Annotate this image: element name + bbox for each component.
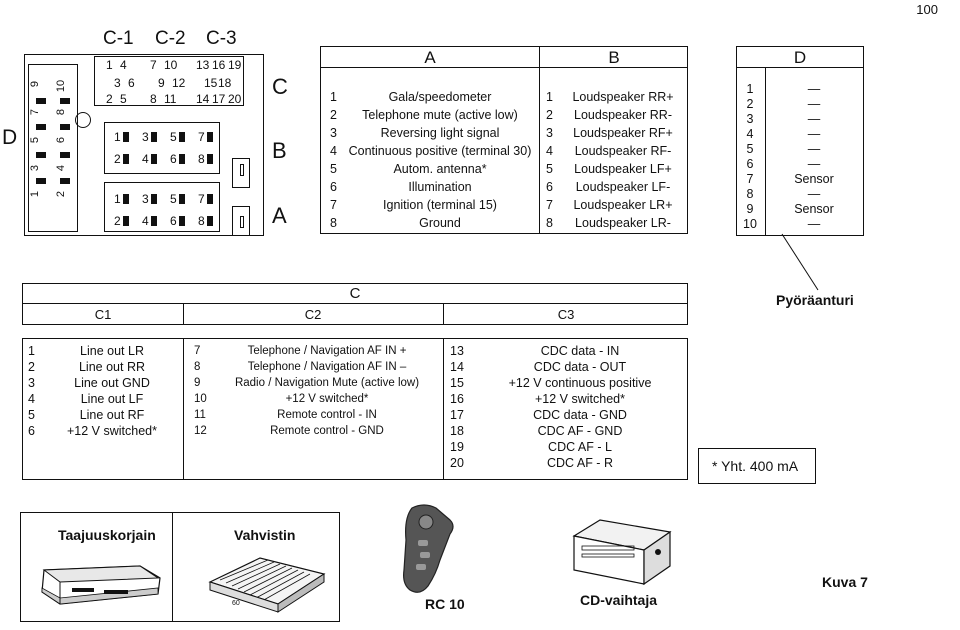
table-a-label: Telephone mute (active low) [362, 108, 518, 122]
table-d-value: — [807, 82, 821, 96]
pin-label: 18 [218, 76, 232, 90]
table-b-label: Loudspeaker LR- [575, 216, 671, 230]
pin-label: 9 [29, 80, 42, 88]
connector-side-slot [240, 216, 244, 228]
table-c3-label: CDC AF - L [548, 440, 612, 454]
connector-d-circle [75, 112, 91, 128]
pin-label: 20 [228, 92, 242, 106]
remote-label: RC 10 [425, 596, 465, 612]
table-c2-num: 10 [194, 393, 207, 405]
table-a-num: 6 [330, 180, 337, 194]
table-a-num: 7 [330, 198, 337, 212]
table-b-label: Loudspeaker LF- [575, 180, 671, 194]
figure-label: Kuva 7 [822, 574, 868, 590]
table-c1-num: 6 [28, 424, 35, 438]
pin-block [123, 216, 129, 226]
pin-block [36, 124, 46, 130]
table-b-label: Loudspeaker RF- [574, 144, 672, 158]
table-d-value: — [807, 112, 821, 126]
table-b-num: 2 [546, 108, 553, 122]
footnote-text: * Yht. 400 mA [712, 458, 799, 474]
pin-label: 2 [114, 152, 121, 166]
pin-label: 4 [55, 164, 68, 172]
table-c3-num: 14 [450, 360, 464, 374]
table-c-sub-c2: C2 [304, 307, 322, 322]
pin-label: 6 [128, 76, 135, 90]
table-c1-num: 1 [28, 344, 35, 358]
pin-label: 8 [198, 152, 205, 166]
pin-block [60, 98, 70, 104]
table-c1-label: Line out GND [74, 376, 150, 390]
table-b-num: 7 [546, 198, 553, 212]
table-d-num: 3 [746, 112, 754, 126]
connector-label-c2: C-2 [155, 28, 186, 49]
table-c3-num: 17 [450, 408, 464, 422]
pin-block [151, 194, 157, 204]
pin-block [123, 132, 129, 142]
connector-label-a: A [272, 203, 287, 228]
pin-label: 6 [170, 152, 177, 166]
pin-block [151, 132, 157, 142]
table-c2-label: +12 V switched* [285, 393, 369, 405]
pin-label: 19 [228, 58, 242, 72]
pin-label: 7 [150, 58, 157, 72]
table-c2-num: 9 [194, 377, 201, 389]
table-c1-label: Line out LR [80, 344, 144, 358]
pin-label: 13 [196, 58, 210, 72]
table-c3-num: 15 [450, 376, 464, 390]
table-c2-num: 12 [194, 425, 207, 437]
connector-side-label-d: D [2, 126, 18, 149]
amplifier-label: Vahvistin [234, 527, 296, 543]
pin-label: 2 [106, 92, 113, 106]
table-c2-label: Telephone / Navigation AF IN – [247, 361, 407, 373]
table-b-num: 1 [546, 90, 553, 104]
table-a-label: Autom. antenna* [393, 162, 487, 176]
table-c3-label: CDC AF - GND [537, 424, 623, 438]
pin-block [123, 194, 129, 204]
sensor-pointer-line [780, 232, 840, 294]
pin-label: 4 [120, 58, 127, 72]
table-b-label: Loudspeaker RR- [574, 108, 672, 122]
table-a-num: 1 [330, 90, 337, 104]
pin-label: 14 [196, 92, 210, 106]
table-b-num: 6 [546, 180, 553, 194]
pin-label: 8 [150, 92, 157, 106]
table-c2-num: 8 [194, 361, 201, 373]
table-d-num: 1 [746, 82, 754, 96]
pin-block [123, 154, 129, 164]
table-d-value: Sensor [794, 172, 834, 186]
table-d-value: — [807, 187, 821, 201]
pin-label: 4 [142, 152, 149, 166]
pin-label: 6 [55, 136, 68, 144]
table-c3-label: CDC data - IN [540, 344, 620, 358]
pin-label: 9 [158, 76, 165, 90]
table-c1-num: 4 [28, 392, 35, 406]
pin-label: 5 [170, 130, 177, 144]
pin-label: 1 [29, 190, 42, 198]
pin-label: 10 [55, 79, 68, 93]
cd-changer-illustration [560, 516, 676, 590]
table-b-label: Loudspeaker LF+ [574, 162, 672, 176]
table-a-num: 5 [330, 162, 337, 176]
table-c1-num: 5 [28, 408, 35, 422]
table-b-label: Loudspeaker RF+ [573, 126, 673, 140]
pin-block [207, 216, 213, 226]
pin-block [60, 152, 70, 158]
pin-block [151, 154, 157, 164]
table-d-num: 4 [746, 127, 754, 141]
pin-label: 7 [198, 192, 205, 206]
pin-label: 3 [29, 164, 42, 172]
table-b-num: 8 [546, 216, 553, 230]
amplifier-illustration [202, 548, 332, 618]
table-a-label: Ignition (terminal 15) [383, 198, 497, 212]
pin-label: 10 [164, 58, 178, 72]
table-c2-label: Telephone / Navigation AF IN + [247, 345, 407, 357]
sensor-label: Pyöräanturi [776, 292, 854, 308]
table-b-num: 4 [546, 144, 553, 158]
amplifier-text: 60 [232, 600, 240, 607]
table-b-label: Loudspeaker LR+ [573, 198, 673, 212]
pin-label: 5 [120, 92, 127, 106]
table-b-num: 3 [546, 126, 553, 140]
pin-block [179, 132, 185, 142]
table-a-num: 2 [330, 108, 337, 122]
pin-block [36, 98, 46, 104]
pin-block [207, 194, 213, 204]
table-d-num: 8 [746, 187, 754, 201]
pin-label: 5 [170, 192, 177, 206]
table-c2-label: Radio / Navigation Mute (active low) [234, 377, 420, 389]
pin-block [60, 124, 70, 130]
table-c1-label: Line out RR [78, 360, 145, 374]
table-d-value: — [807, 217, 821, 231]
remote-illustration [390, 500, 470, 598]
pin-block [179, 194, 185, 204]
pin-label: 1 [106, 58, 113, 72]
table-d-num: 7 [746, 172, 754, 186]
table-c3-label: CDC AF - R [547, 456, 613, 470]
pin-label: 8 [198, 214, 205, 228]
pin-label: 3 [142, 130, 149, 144]
pin-label: 17 [212, 92, 226, 106]
table-d-numbers [736, 82, 764, 232]
pin-label: 15 [204, 76, 218, 90]
table-c-sub-c1: C1 [94, 307, 112, 322]
table-c-title: C [349, 285, 361, 302]
table-c1-label: Line out LF [80, 392, 144, 406]
pin-label: 12 [172, 76, 186, 90]
table-a-label: Ground [419, 216, 461, 230]
table-d-num: 10 [743, 217, 757, 231]
pin-block [207, 132, 213, 142]
table-d-num: 6 [746, 157, 754, 171]
pin-block [151, 216, 157, 226]
table-d-header: D [793, 48, 807, 67]
connector-label-b: B [272, 138, 287, 163]
connector-d-block [28, 64, 78, 232]
connector-label-c: C [272, 74, 288, 99]
table-c3-label: CDC data - GND [533, 408, 627, 422]
table-d-num: 5 [746, 142, 754, 156]
table-a-label: Reversing light signal [380, 126, 500, 140]
pin-label: 5 [29, 136, 42, 144]
pin-label: 1 [114, 192, 121, 206]
connector-label-c3: C-3 [206, 28, 237, 49]
table-c2-label: Remote control - GND [270, 425, 384, 437]
pin-block [36, 152, 46, 158]
table-a-header: A [424, 48, 436, 67]
pin-label: 6 [170, 214, 177, 228]
pin-label: 16 [212, 58, 226, 72]
table-c1-label: +12 V switched* [67, 424, 157, 438]
table-a-label: Continuous positive (terminal 30) [348, 144, 532, 158]
table-d-value: — [807, 97, 821, 111]
table-c3-label: CDC data - OUT [533, 360, 627, 374]
pin-label: 7 [198, 130, 205, 144]
pin-block [179, 216, 185, 226]
table-b-header: B [608, 48, 620, 67]
pin-block [179, 154, 185, 164]
table-c3-num: 18 [450, 424, 464, 438]
table-c-sub-c3: C3 [557, 307, 575, 322]
table-d-num: 2 [746, 97, 754, 111]
table-c2-num: 11 [194, 409, 206, 421]
table-b-num: 5 [546, 162, 553, 176]
table-d-values [764, 82, 864, 232]
table-c1-num: 2 [28, 360, 35, 374]
table-c1-num: 3 [28, 376, 35, 390]
table-c3-num: 19 [450, 440, 464, 454]
devices-divider [172, 512, 173, 622]
cd-changer-label: CD-vaihtaja [580, 592, 658, 608]
table-d-value: Sensor [794, 202, 834, 216]
pin-block [60, 178, 70, 184]
pin-label: 11 [164, 92, 177, 106]
connector-label-c1: C-1 [103, 28, 134, 49]
table-c2-label: Remote control - IN [277, 409, 377, 421]
connector-side-slot [240, 164, 244, 176]
table-c3-num: 20 [450, 456, 464, 470]
pin-label: 3 [142, 192, 149, 206]
pin-label: 4 [142, 214, 149, 228]
table-c2-num: 7 [194, 345, 201, 357]
table-a-num: 4 [330, 144, 337, 158]
pin-label: 3 [114, 76, 121, 90]
table-b-label: Loudspeaker RR+ [572, 90, 674, 104]
table-a-label: Illumination [408, 180, 472, 194]
pin-label: 7 [29, 108, 42, 116]
equalizer-label: Taajuuskorjain [58, 527, 156, 543]
table-a-label: Gala/speedometer [388, 90, 492, 104]
table-d-value: — [807, 157, 821, 171]
table-d-value: — [807, 142, 821, 156]
table-c3-label: +12 V continuous positive [508, 376, 652, 390]
table-c3-num: 13 [450, 344, 464, 358]
pin-label: 2 [55, 190, 68, 198]
table-c3-num: 16 [450, 392, 464, 406]
table-a-num: 3 [330, 126, 337, 140]
pin-label: 2 [114, 214, 121, 228]
table-d-value: — [807, 127, 821, 141]
table-c3-label: +12 V switched* [535, 392, 625, 406]
pin-block [207, 154, 213, 164]
pin-label: 1 [114, 130, 121, 144]
table-d-num: 9 [746, 202, 754, 216]
pin-block [36, 178, 46, 184]
equalizer-illustration [30, 548, 170, 618]
pin-label: 8 [55, 108, 68, 116]
table-c1-label: Line out RF [79, 408, 145, 422]
table-c-header [22, 283, 688, 325]
page-number: 100 [916, 2, 938, 17]
table-a-num: 8 [330, 216, 337, 230]
